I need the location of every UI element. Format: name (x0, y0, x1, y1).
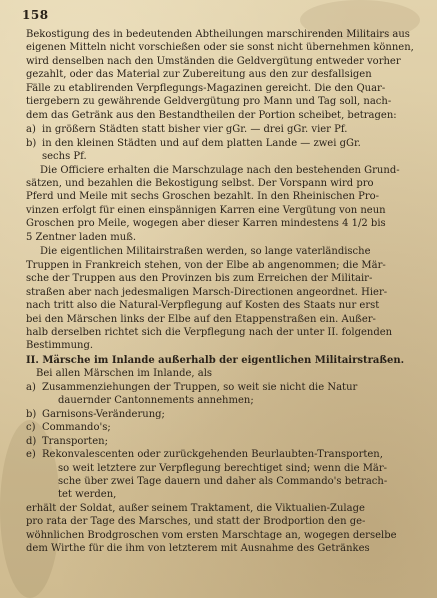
rate-list (26, 123, 425, 163)
text-line: vinzen erfolgt für einen einspännigen Karren eine Vergütung von neun (26, 204, 386, 216)
text-line: Bekostigung des in bedeutenden Abtheilungen marschirenden Militairs aus (26, 29, 410, 40)
text-line: Groschen pro Meile, wogegen aber dieser Karren mindestens 4 1/2 bis (26, 218, 386, 230)
list-marker: e) (26, 449, 36, 461)
list-item (26, 123, 425, 136)
list-marker: b) (26, 408, 37, 420)
text-line: Garnisons-Veränderung; (42, 408, 165, 420)
text-line: dauernder Cantonnements annehmen; (58, 395, 254, 407)
text-line: dem Wirthe für die ihm von letzterem mit Ausnahme des Getränkes (26, 543, 370, 555)
march-type-list (26, 381, 425, 502)
list-marker: a) (26, 124, 36, 136)
list-item (26, 137, 425, 164)
text-line: wöhnlichen Brodgroschen vom ersten Marschtage an, wogegen derselbe (26, 529, 397, 541)
list-item (26, 381, 425, 408)
list-marker: b) (26, 137, 37, 149)
text-line: bei den Märschen links der Elbe auf den Etappenstraßen ein. Außer- (26, 313, 376, 325)
text-line: Die eigentlichen Militairstraßen werden, so lange vaterländische (40, 246, 371, 258)
list-item (26, 448, 425, 502)
section-heading: II. Märsche im Inlande außerhalb der eigentlichen Militairstraßen. (26, 354, 405, 366)
text-line: so weit letztere zur Verpflegung berechtiget sind; wenn die Mär- (58, 462, 388, 474)
text-line: Truppen in Frankreich stehen, von der Elbe ab angenommen; die Mär- (26, 259, 386, 271)
text-line: halb derselben richtet sich die Verpflegung nach der unter II. folgenden (26, 326, 393, 338)
text-line: sche über zwei Tage dauern und daher als Commando's betrach- (58, 475, 388, 487)
text-line: tet werden, (58, 489, 117, 501)
paragraph-soldier-allowance (26, 502, 425, 556)
text-line: Die Officiere erhalten die Marschzulage nach den bestehenden Grund- (40, 164, 400, 176)
paragraph-provisioning (26, 28, 425, 122)
page-number: 158 (22, 8, 49, 22)
text-line: Rekonvalescenten oder zurückgehenden Beurlaubten-Transporten, (42, 449, 383, 461)
text-line: Zusammenziehungen der Truppen, so weit sie nicht die Natur (42, 381, 358, 393)
text-line: in den kleinen Städten und auf dem platten Lande — zwei gGr. (42, 137, 361, 149)
section-domestic-marches (26, 354, 425, 556)
text-line: Bestimmung. (26, 340, 94, 352)
text-line: sätzen, und bezahlen die Bekostigung selbst. Der Vorspann wird pro (26, 177, 374, 189)
text-line: tiergebern zu gewährende Geldvergütung pro Mann und Tag soll, nach- (26, 96, 392, 108)
list-item (26, 421, 425, 434)
text-line: wird denselben nach den Umständen die Geldvergütung entweder vorher (26, 55, 401, 67)
page-body (26, 28, 425, 557)
section-intro: Bei allen Märschen im Inlande, als (36, 368, 213, 380)
text-line: sechs Pf. (42, 151, 87, 163)
text-line: sche der Truppen aus den Provinzen bis zum Erreichen der Militair- (26, 273, 373, 285)
text-line: Pferd und Meile mit sechs Groschen bezahlt. In den Rheinischen Pro- (26, 191, 380, 203)
paragraph-officers (26, 164, 425, 245)
text-line: Commando's; (42, 422, 111, 434)
text-line: pro rata der Tage des Marsches, und statt der Brodportion den ge- (26, 516, 366, 528)
text-line: Fälle zu etablirenden Verpflegungs-Magazinen gereicht. Die den Quar- (26, 82, 386, 94)
list-item (26, 408, 425, 421)
text-line: nach tritt also die Natural-Verpflegung auf Kosten des Staats nur erst (26, 300, 380, 312)
list-marker: d) (26, 435, 37, 447)
text-line: in größern Städten statt bisher vier gGr. — drei gGr. vier Pf. (42, 124, 348, 136)
paragraph-military-roads (26, 245, 425, 353)
text-line: straßen aber nach jedesmaligen Marsch-Directionen angeordnet. Hier- (26, 286, 388, 298)
text-line: 5 Zentner laden muß. (26, 231, 137, 243)
text-line: gezahlt, oder das Material zur Zubereitung aus den zur desfallsigen (26, 69, 372, 81)
text-line: eigenen Mitteln nicht vorschießen oder sie sonst nicht übernehmen können, (26, 42, 414, 54)
text-line: dem das Getränk aus den Bestandtheilen der Portion scheibet, betragen: (26, 109, 397, 121)
text-line: erhält der Soldat, außer seinem Traktament, die Viktualien-Zulage (26, 502, 365, 514)
text-line: Transporten; (42, 435, 108, 447)
list-marker: c) (26, 422, 36, 434)
list-item (26, 435, 425, 448)
list-marker: a) (26, 381, 36, 393)
